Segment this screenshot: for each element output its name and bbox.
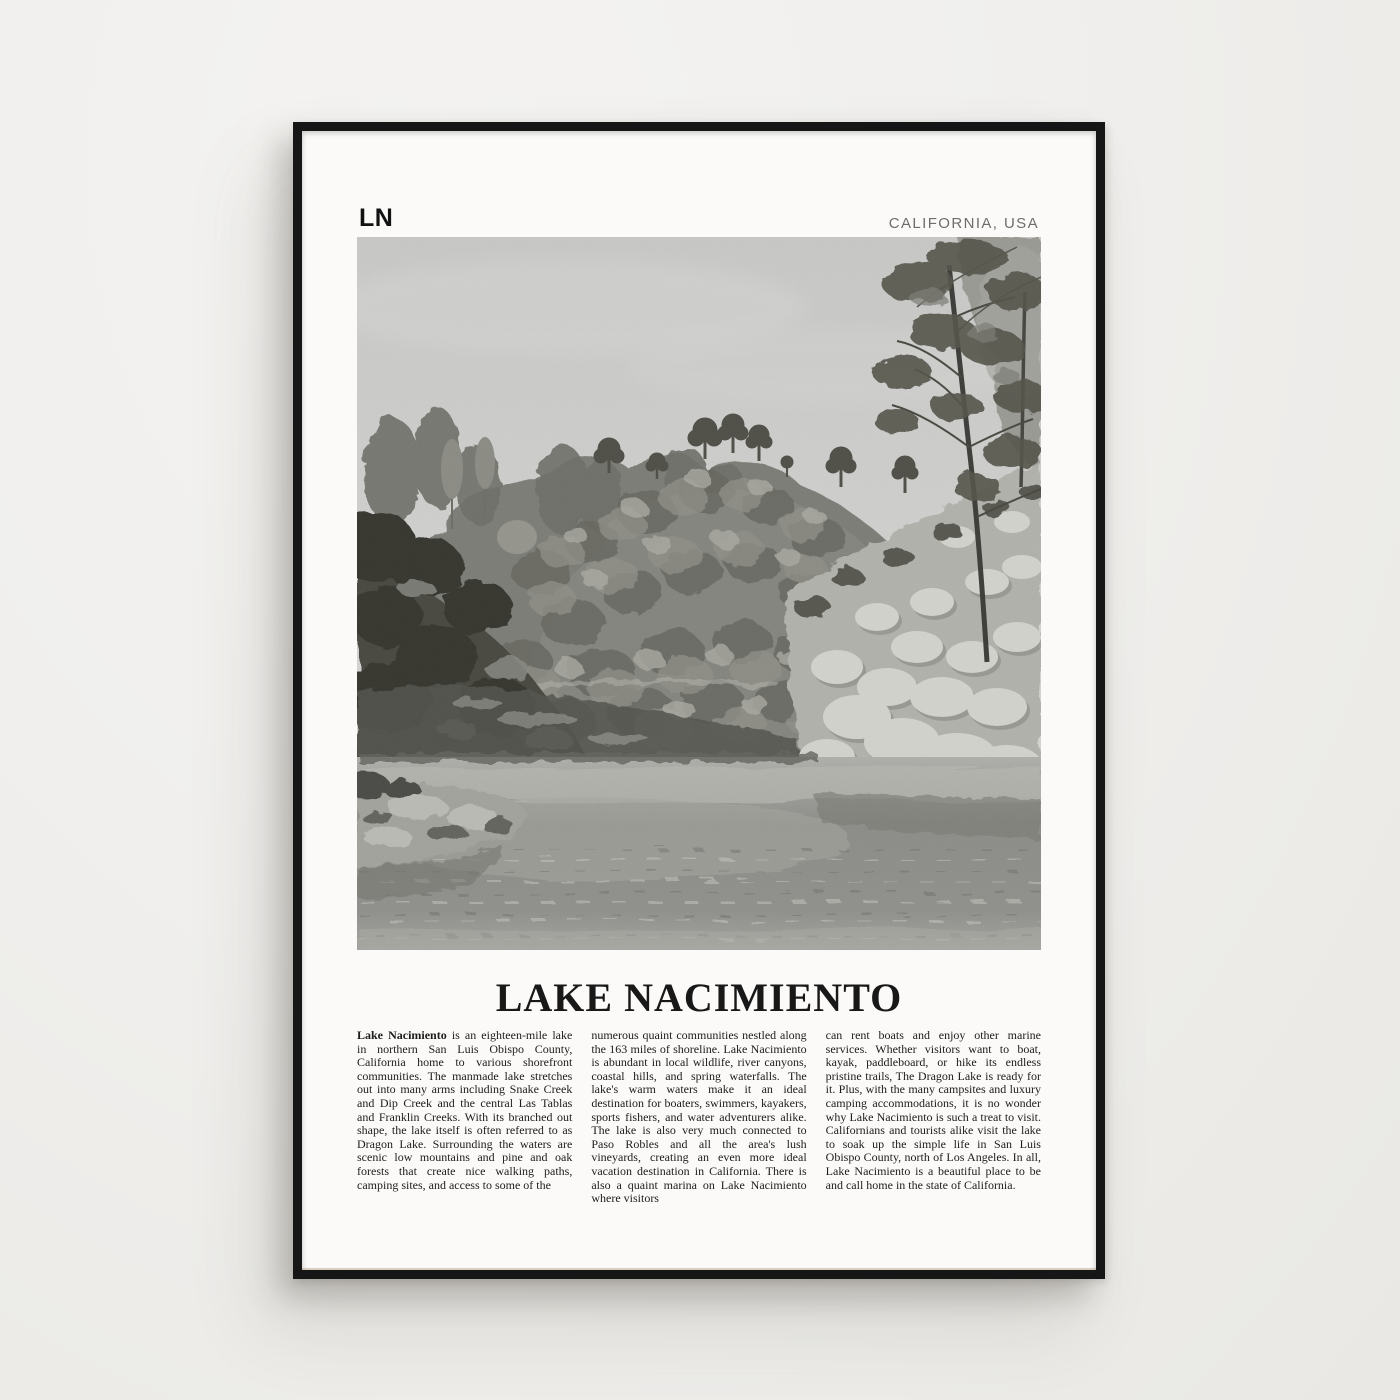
brand-logo: LN xyxy=(359,204,394,232)
article-lead: Lake Nacimiento xyxy=(357,1029,447,1042)
location-label: CALIFORNIA, USA xyxy=(888,215,1039,232)
poster-frame xyxy=(293,122,1105,1279)
article-column-1 xyxy=(357,1029,572,1214)
article-columns xyxy=(357,1029,1041,1214)
article-column-3: can rent boats and enjoy other marine services. Whether visitors want to boat, kayak, paddleboard, or hike its endless pristine trails, The Dragon Lake is ready for it. Plus, with the many campsites and luxury camping accommodations, it is no wonder why Lake Nacimiento is such a treat to visit. Californians and tourists alike visit the lake to soak up the simple life in San Luis Obispo County, north of Los Angeles. In all, Lake Nacimiento is a beautiful place to be and call home in the state of California. xyxy=(825,1029,1041,1192)
poster-photo xyxy=(357,237,1041,950)
article-column-1-text: is an eighteen-mile lake in northern San Luis Obispo County, California home to various shorefront communities. The manmade lake stretches out into many arms including Snake Creek and Dip Creek and the central Las Tablas and Franklin Creeks. With its branched out shape, the lake itself is often referred to as Dragon Lake. Surrounding the waters are scenic low mountains and pine and oak forests that create nice walking paths, camping sites, and access to some of the xyxy=(357,1029,573,1192)
poster-title: LAKE NACIMIENTO xyxy=(495,975,903,1020)
article-column-2: numerous quaint communities nestled along the 163 miles of shoreline. Lake Nacimiento is abundant in local wildlife, river canyons, coastal hills, and spring waterfalls. The lake's warm waters make it an ideal destination for boaters, swimmers, kayakers, sports fishers, and water adventurers alike. The lake is also very much connected to Paso Robles and all the area's lush vineyards, creating an even more ideal vacation destination in California. There is also a quaint marina on Lake Nacimiento where visitors xyxy=(591,1029,807,1206)
film-grain xyxy=(357,237,1041,950)
